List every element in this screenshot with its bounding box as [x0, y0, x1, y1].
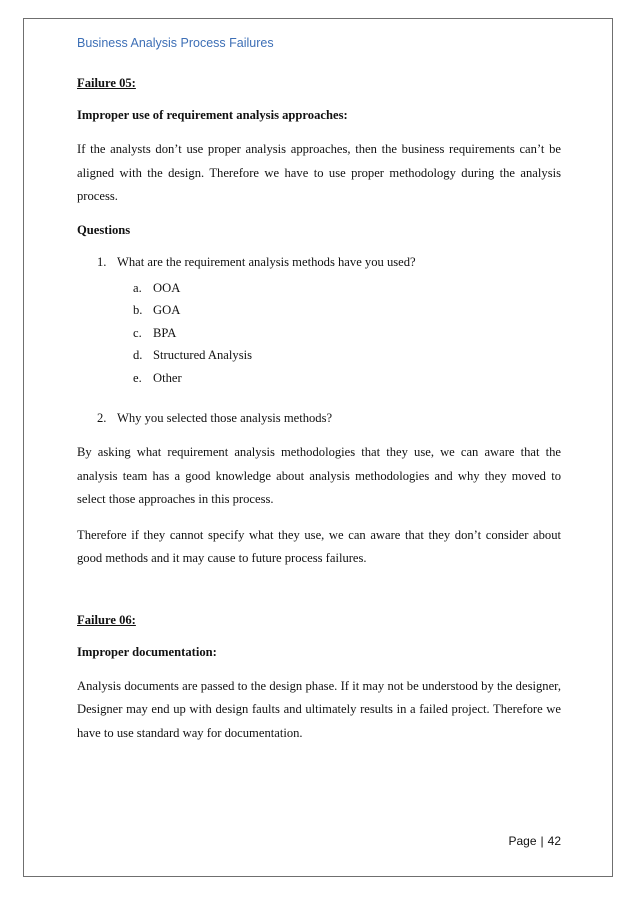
question-2 — [97, 409, 561, 427]
document-header: Business Analysis Process Failures — [77, 36, 274, 50]
option-letter: c. — [133, 325, 142, 340]
failure-06-title: Failure 06: — [77, 612, 136, 627]
failure-05-paragraph-1: By asking what requirement analysis methodologies that they use, we can aware that the analysis team has a good knowledge about analysis methodologies and why they moved to select those approaches in this process. — [77, 445, 561, 506]
option-item — [133, 367, 561, 390]
failure-06-subtitle: Improper documentation: — [77, 644, 217, 659]
failure-05-paragraph-2: Therefore if they cannot specify what they use, we can aware that they don’t consider about good methods and it may cause to future process failures. — [77, 527, 561, 565]
page-footer — [508, 834, 561, 848]
option-item — [133, 277, 561, 300]
question-1 — [97, 253, 561, 271]
option-text: BPA — [153, 325, 177, 340]
page-label: Page — [508, 834, 537, 848]
option-letter: e. — [133, 370, 142, 385]
page-content — [77, 74, 561, 757]
option-text: OOA — [153, 280, 181, 295]
page-separator: | — [540, 834, 544, 848]
option-text: Other — [153, 370, 182, 385]
failure-05-title: Failure 05: — [77, 76, 136, 90]
option-item — [133, 299, 561, 322]
option-text: Structured Analysis — [153, 348, 252, 362]
option-letter: a. — [133, 280, 142, 295]
question-2-number: 2. — [97, 411, 107, 425]
question-2-text: Why you selected those analysis methods? — [117, 411, 333, 425]
page-number: 42 — [547, 834, 561, 848]
failure-05-subtitle: Improper use of requirement analysis approaches: — [77, 108, 348, 122]
question-1-number: 1. — [97, 254, 107, 269]
question-1-options — [133, 277, 561, 390]
questions-heading: Questions — [77, 222, 131, 237]
option-letter: b. — [133, 303, 143, 317]
failure-05-intro: If the analysts don’t use proper analysis approaches, then the business requirements can’t be aligned with the design. Therefore we have to use proper methodology during the analysis process. — [77, 142, 561, 203]
option-item — [133, 344, 561, 367]
failure-06-paragraph: Analysis documents are passed to the design phase. If it may not be understood by the designer, Designer may end up with design faults and ultimately results in a failed project. Therefore we have to use standard way for documentation. — [77, 678, 561, 740]
question-1-text: What are the requirement analysis methods have you used? — [117, 254, 416, 269]
option-letter: d. — [133, 348, 143, 362]
option-text: GOA — [153, 303, 181, 317]
option-item — [133, 322, 561, 345]
